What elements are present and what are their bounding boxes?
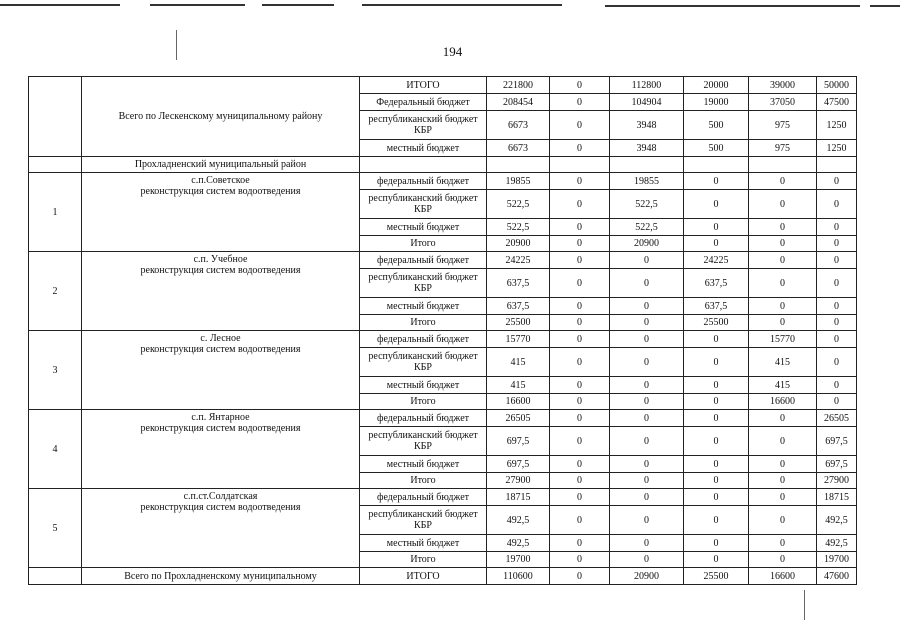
value-cell: 0 [749,252,817,269]
table-row [29,410,857,427]
value-cell: 0 [550,427,610,456]
value-cell: 0 [610,456,684,473]
value-cell: 19855 [487,173,550,190]
value-cell: 3948 [610,111,684,140]
value-cell: 37050 [749,94,817,111]
value-cell: 25500 [684,315,749,331]
value-cell: 0 [684,410,749,427]
value-cell: 0 [817,331,857,348]
budget-type-cell: местный бюджет [360,219,487,236]
row-number: 2 [29,252,82,331]
value-cell: 208454 [487,94,550,111]
project-description: реконструкция систем водоотведения [140,265,301,276]
budget-type-cell: республиканский бюджет КБР [360,506,487,535]
summary-label: Всего по Лескенскому муниципальному району [82,77,360,157]
value-cell: 0 [817,377,857,394]
value-cell: 0 [749,456,817,473]
value-cell: 0 [550,140,610,157]
value-cell: 15770 [487,331,550,348]
budget-type-cell: республиканский бюджет КБР [360,111,487,140]
value-cell: 0 [610,331,684,348]
empty-cell [610,157,684,173]
summary-label: Всего по Прохладненскому муниципальному [82,568,360,585]
table-row [29,173,857,190]
value-cell: 0 [550,394,610,410]
value-cell: 1250 [817,140,857,157]
value-cell: 522,5 [487,190,550,219]
value-cell: 0 [684,535,749,552]
value-cell: 522,5 [610,219,684,236]
value-cell: 50000 [817,77,857,94]
value-cell: 0 [817,219,857,236]
value-cell: 0 [550,252,610,269]
value-cell: 0 [610,506,684,535]
budget-table [28,76,857,585]
value-cell: 20000 [684,77,749,94]
value-cell: 25500 [487,315,550,331]
budget-type-cell: ИТОГО [360,568,487,585]
value-cell: 0 [550,377,610,394]
settlement-name: с.п.Советское [191,175,250,186]
value-cell: 27900 [817,473,857,489]
value-cell: 500 [684,140,749,157]
empty-cell [749,157,817,173]
value-cell: 0 [550,473,610,489]
empty-cell [360,157,487,173]
value-cell: 0 [610,252,684,269]
value-cell: 18715 [487,489,550,506]
value-cell: 0 [684,456,749,473]
value-cell: 0 [550,456,610,473]
value-cell: 0 [610,535,684,552]
scan-edge-line [150,4,245,6]
value-cell: 0 [817,394,857,410]
value-cell: 415 [749,348,817,377]
empty-number-cell [29,568,82,585]
value-cell: 27900 [487,473,550,489]
budget-type-cell: ИТОГО [360,77,487,94]
value-cell: 0 [749,410,817,427]
project-description: реконструкция систем водоотведения [140,344,301,355]
settlement-name: с.п. Янтарное [191,412,250,423]
value-cell: 110600 [487,568,550,585]
value-cell: 415 [487,377,550,394]
value-cell: 0 [749,427,817,456]
empty-cell [487,157,550,173]
value-cell: 221800 [487,77,550,94]
scan-edge-line [362,4,562,6]
value-cell: 0 [550,269,610,298]
value-cell: 0 [749,173,817,190]
value-cell: 0 [749,535,817,552]
project-description: реконструкция систем водоотведения [140,423,301,434]
value-cell: 0 [817,236,857,252]
value-cell: 0 [610,298,684,315]
value-cell: 0 [749,269,817,298]
value-cell: 0 [749,219,817,236]
project-cell [82,410,360,489]
row-number: 3 [29,331,82,410]
value-cell: 0 [550,94,610,111]
value-cell: 47600 [817,568,857,585]
value-cell: 19700 [817,552,857,568]
value-cell: 6673 [487,111,550,140]
value-cell: 19000 [684,94,749,111]
value-cell: 20900 [610,568,684,585]
value-cell: 0 [610,315,684,331]
budget-type-cell: федеральный бюджет [360,173,487,190]
value-cell: 0 [684,190,749,219]
value-cell: 0 [610,348,684,377]
value-cell: 975 [749,111,817,140]
value-cell: 0 [684,506,749,535]
value-cell: 637,5 [684,269,749,298]
empty-cell [550,157,610,173]
budget-type-cell: республиканский бюджет КБР [360,269,487,298]
value-cell: 112800 [610,77,684,94]
budget-type-cell: местный бюджет [360,298,487,315]
row-number: 1 [29,173,82,252]
budget-type-cell: федеральный бюджет [360,252,487,269]
value-cell: 20900 [487,236,550,252]
value-cell: 500 [684,111,749,140]
value-cell: 0 [550,77,610,94]
value-cell: 0 [684,552,749,568]
value-cell: 0 [610,552,684,568]
value-cell: 0 [610,489,684,506]
value-cell: 0 [550,173,610,190]
value-cell: 0 [550,348,610,377]
project-cell [82,252,360,331]
value-cell: 0 [610,427,684,456]
value-cell: 0 [550,331,610,348]
value-cell: 0 [817,348,857,377]
budget-type-cell: Итого [360,315,487,331]
budget-type-cell: федеральный бюджет [360,410,487,427]
scan-edge-line [605,5,860,7]
value-cell: 15770 [749,331,817,348]
budget-type-cell: местный бюджет [360,140,487,157]
value-cell: 0 [550,219,610,236]
value-cell: 0 [749,506,817,535]
value-cell: 0 [610,377,684,394]
value-cell: 0 [610,269,684,298]
value-cell: 0 [817,252,857,269]
empty-cell [817,157,857,173]
value-cell: 0 [684,473,749,489]
value-cell: 0 [817,173,857,190]
scan-edge-line [870,5,900,7]
value-cell: 24225 [487,252,550,269]
value-cell: 0 [610,473,684,489]
value-cell: 0 [749,190,817,219]
value-cell: 975 [749,140,817,157]
budget-type-cell: местный бюджет [360,535,487,552]
value-cell: 522,5 [610,190,684,219]
settlement-name: с. Лесное [200,333,241,344]
table-row [29,157,857,173]
value-cell: 0 [550,298,610,315]
value-cell: 0 [749,236,817,252]
budget-type-cell: Итого [360,473,487,489]
project-description: реконструкция систем водоотведения [140,502,301,513]
value-cell: 637,5 [487,298,550,315]
empty-number-cell [29,157,82,173]
value-cell: 25500 [684,568,749,585]
value-cell: 6673 [487,140,550,157]
value-cell: 18715 [817,489,857,506]
value-cell: 0 [684,377,749,394]
value-cell: 19855 [610,173,684,190]
settlement-name: с.п.ст.Солдатская [183,491,258,502]
value-cell: 39000 [749,77,817,94]
value-cell: 492,5 [817,535,857,552]
value-cell: 24225 [684,252,749,269]
budget-type-cell: местный бюджет [360,456,487,473]
settlement-name: с.п. Учебное [193,254,248,265]
value-cell: 0 [749,552,817,568]
value-cell: 0 [817,298,857,315]
budget-type-cell: республиканский бюджет КБР [360,348,487,377]
scan-edge-line [262,4,334,6]
value-cell: 0 [684,427,749,456]
value-cell: 0 [550,506,610,535]
value-cell: 0 [550,535,610,552]
value-cell: 492,5 [487,506,550,535]
table-row [29,568,857,585]
value-cell: 0 [749,298,817,315]
project-cell [82,173,360,252]
budget-type-cell: Итого [360,236,487,252]
value-cell: 0 [817,315,857,331]
table-row [29,252,857,269]
value-cell: 0 [749,473,817,489]
value-cell: 0 [550,236,610,252]
value-cell: 492,5 [487,535,550,552]
table-row [29,331,857,348]
scan-edge-line [0,4,120,6]
value-cell: 16600 [749,394,817,410]
value-cell: 697,5 [817,456,857,473]
page-number: 194 [442,44,463,59]
value-cell: 16600 [487,394,550,410]
value-cell: 26505 [487,410,550,427]
budget-type-cell: федеральный бюджет [360,331,487,348]
empty-number-cell [29,77,82,157]
value-cell: 0 [550,489,610,506]
scan-mark [804,590,805,620]
value-cell: 0 [684,219,749,236]
budget-type-cell: республиканский бюджет КБР [360,190,487,219]
value-cell: 47500 [817,94,857,111]
value-cell: 0 [550,568,610,585]
value-cell: 697,5 [817,427,857,456]
value-cell: 415 [487,348,550,377]
value-cell: 0 [550,410,610,427]
budget-type-cell: Федеральный бюджет [360,94,487,111]
value-cell: 0 [684,173,749,190]
value-cell: 26505 [817,410,857,427]
value-cell: 492,5 [817,506,857,535]
project-description: реконструкция систем водоотведения [140,186,301,197]
value-cell: 0 [550,111,610,140]
budget-type-cell: Итого [360,394,487,410]
row-number: 4 [29,410,82,489]
value-cell: 3948 [610,140,684,157]
value-cell: 104904 [610,94,684,111]
value-cell: 20900 [610,236,684,252]
district-heading: Прохладненский муниципальный район [82,157,360,173]
value-cell: 637,5 [684,298,749,315]
value-cell: 697,5 [487,456,550,473]
value-cell: 0 [610,410,684,427]
project-cell [82,489,360,568]
value-cell: 522,5 [487,219,550,236]
value-cell: 0 [684,348,749,377]
value-cell: 0 [817,269,857,298]
value-cell: 697,5 [487,427,550,456]
budget-type-cell: федеральный бюджет [360,489,487,506]
value-cell: 0 [684,236,749,252]
value-cell: 0 [684,489,749,506]
value-cell: 0 [817,190,857,219]
budget-type-cell: Итого [360,552,487,568]
value-cell: 415 [749,377,817,394]
value-cell: 0 [684,331,749,348]
value-cell: 0 [550,190,610,219]
table-row [29,489,857,506]
value-cell: 0 [749,315,817,331]
value-cell: 0 [610,394,684,410]
value-cell: 0 [749,489,817,506]
value-cell: 637,5 [487,269,550,298]
table-row [29,77,857,94]
value-cell: 1250 [817,111,857,140]
row-number: 5 [29,489,82,568]
empty-cell [684,157,749,173]
project-cell [82,331,360,410]
budget-type-cell: местный бюджет [360,377,487,394]
budget-type-cell: республиканский бюджет КБР [360,427,487,456]
value-cell: 0 [684,394,749,410]
value-cell: 0 [550,552,610,568]
value-cell: 16600 [749,568,817,585]
value-cell: 0 [550,315,610,331]
value-cell: 19700 [487,552,550,568]
